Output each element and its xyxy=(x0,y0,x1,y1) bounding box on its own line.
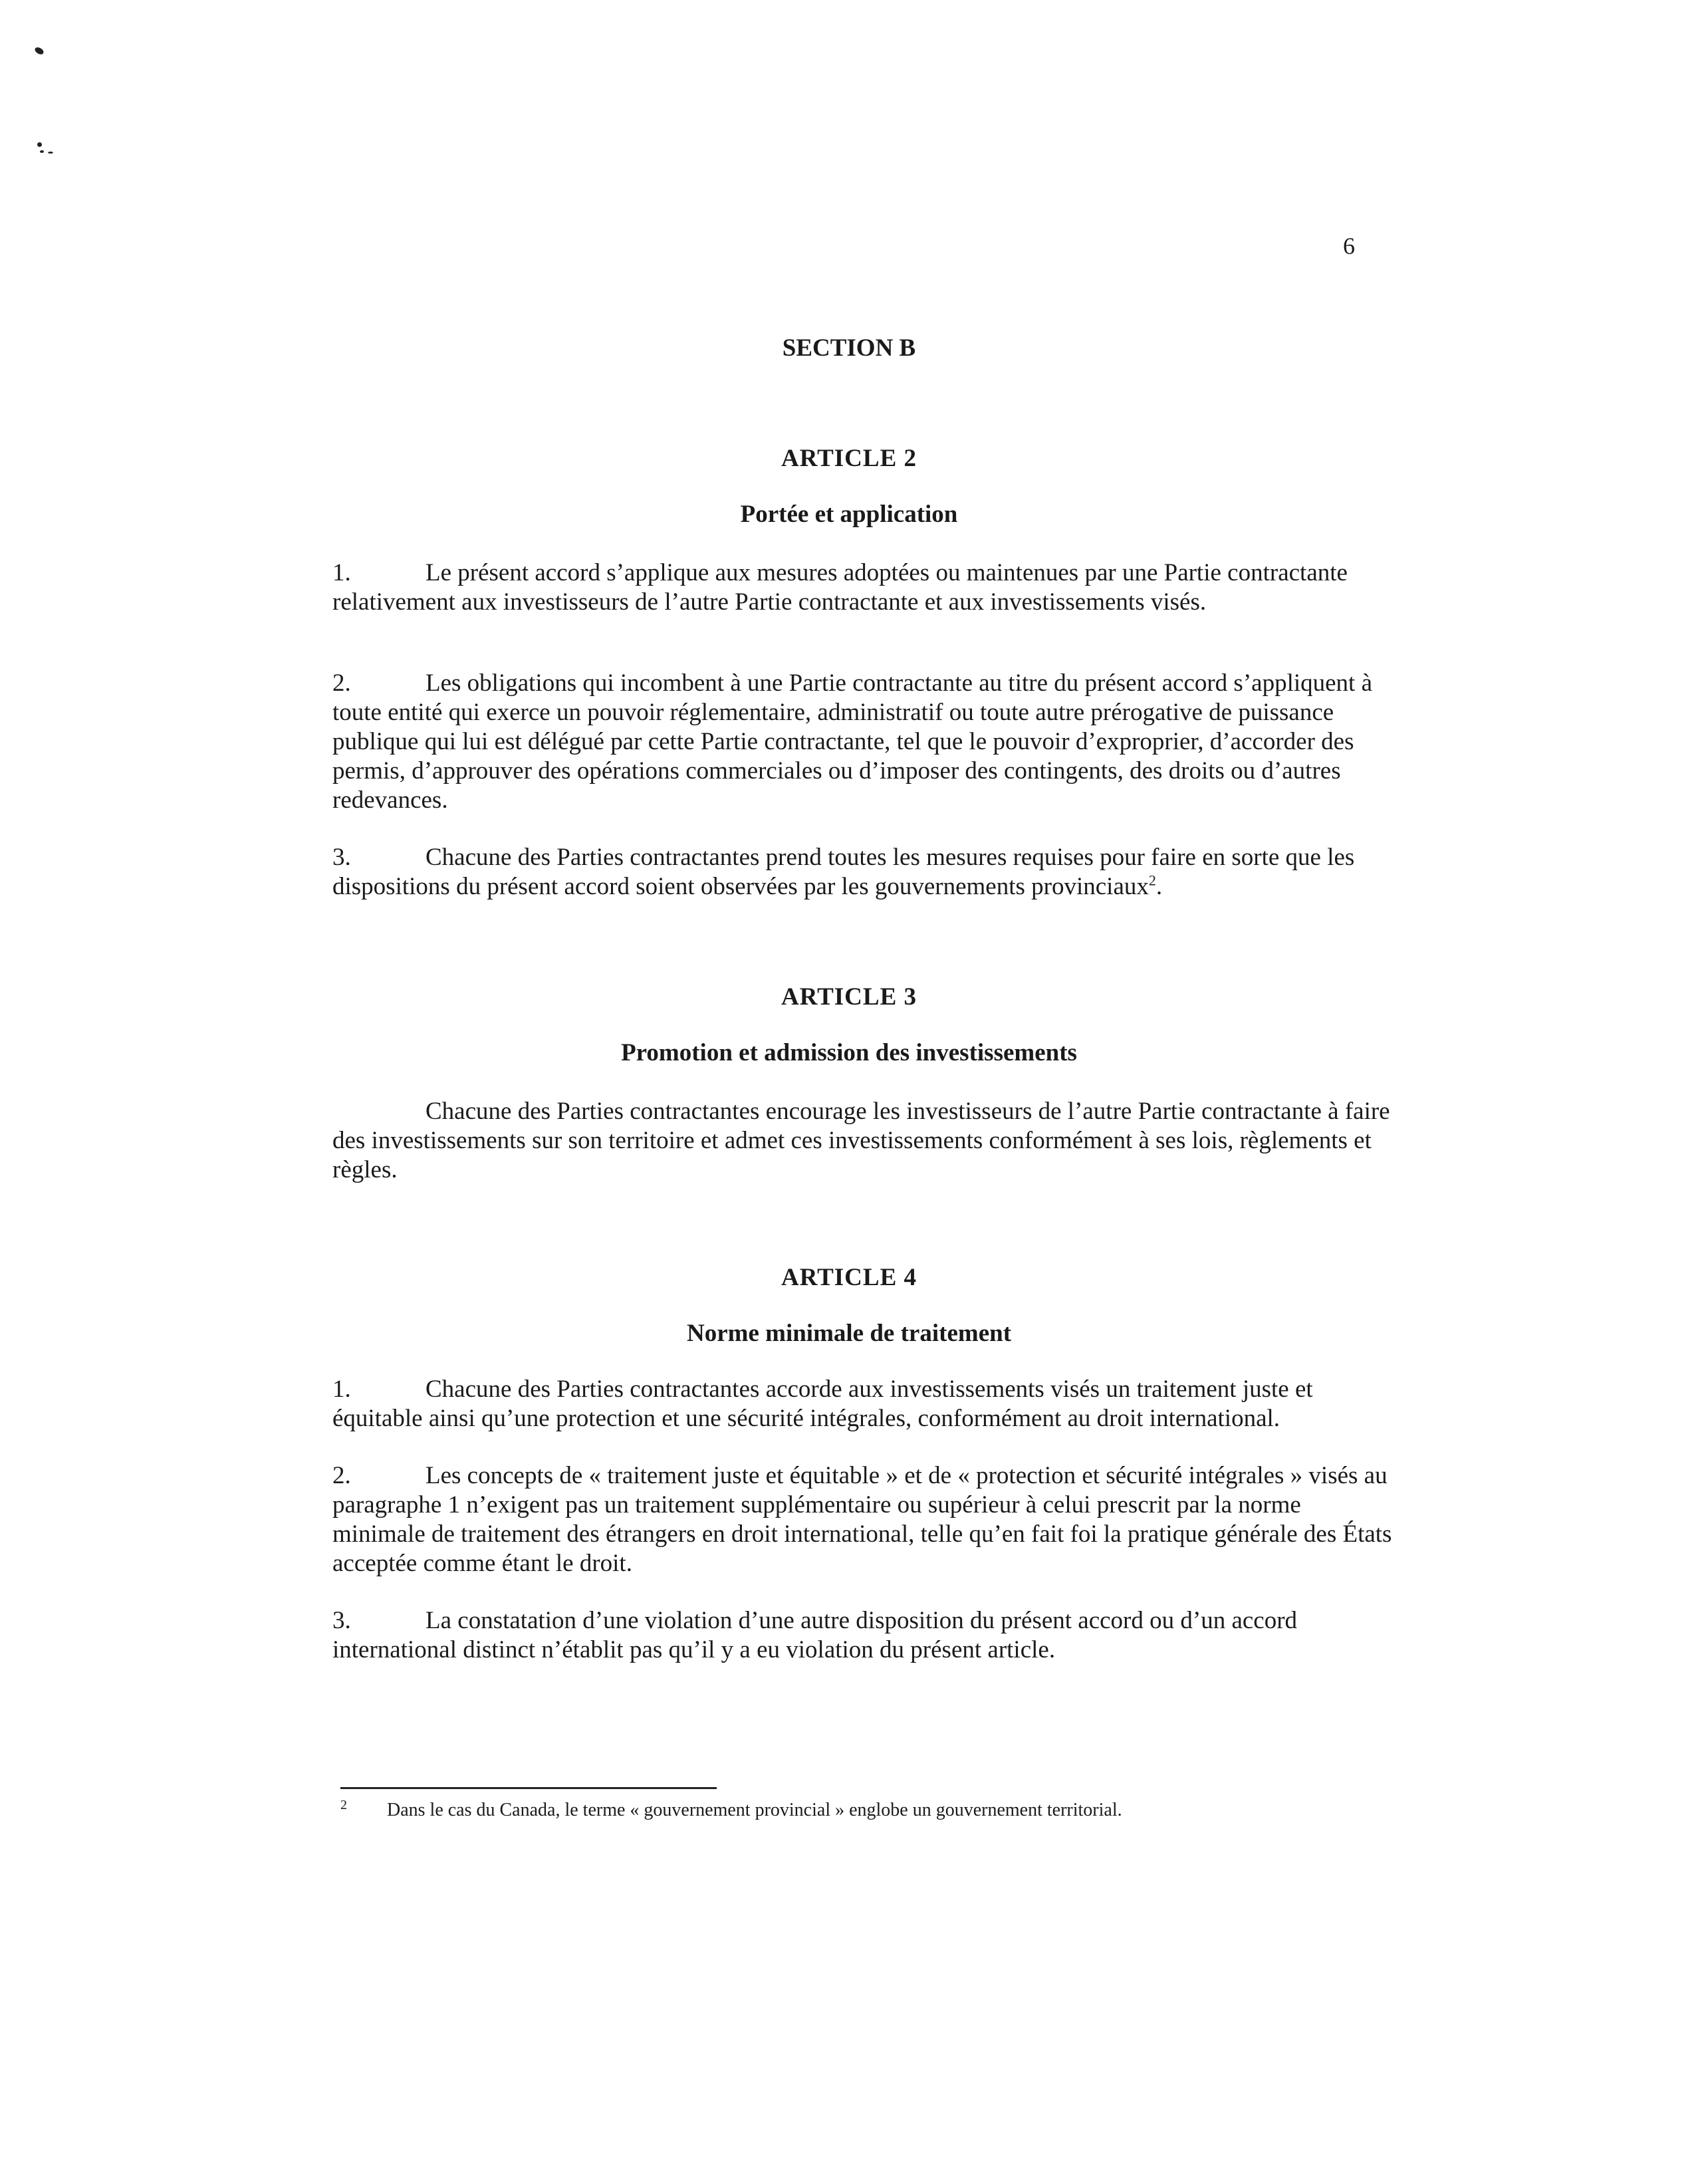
scan-speck xyxy=(37,142,42,147)
article-2-paragraph-1 xyxy=(332,558,1396,617)
footnote: 2 Dans le cas du Canada, le terme « gouvernement provincial » englobe un gouvernement territorial. xyxy=(340,1797,1122,1820)
scan-speck xyxy=(34,46,45,56)
page-number: 6 xyxy=(1343,233,1355,259)
footnote-separator xyxy=(340,1787,717,1789)
article-3-heading: ARTICLE 3 xyxy=(781,983,917,1011)
paragraph-text: La constatation d’une violation d’une autre disposition du présent accord ou d’un accord international distinct n’établit pas qu’il y a eu violation du présent article. xyxy=(332,1607,1298,1663)
article-2-subtitle: Portée et application xyxy=(740,501,958,528)
article-4-paragraph-1 xyxy=(332,1375,1396,1433)
paragraph-text: Les obligations qui incombent à une Partie contractante au titre du présent accord s’appliquent à toute entité qui exerce un pouvoir réglementaire, administratif ou toute autre prérogative de puissance publique qui lui est délégué par cette Partie contractante, tel que le pouvoir d’exproprier, d’accorder des permis, d’approuver des opérations commerciales ou d’imposer des contingents, des droits ou d’autres redevances. xyxy=(332,669,1373,814)
paragraph-text: Le présent accord s’applique aux mesures adoptées ou maintenues par une Partie contractante relativement aux investisseurs de l’autre Partie contractante et aux investissements visés. xyxy=(332,559,1348,616)
article-2-paragraph-2 xyxy=(332,669,1396,815)
article-2-heading: ARTICLE 2 xyxy=(781,445,917,472)
paragraph-text: Chacune des Parties contractantes accorde aux investissements visés un traitement juste et équitable ainsi qu’une protection et une sécurité intégrales, conformément au droit international. xyxy=(332,1376,1313,1432)
article-4-heading: ARTICLE 4 xyxy=(781,1264,917,1291)
paragraph-number: 1. xyxy=(332,1376,351,1403)
footnote-text: Dans le cas du Canada, le terme « gouvernement provincial » englobe un gouvernement territorial. xyxy=(387,1800,1122,1820)
paragraph-number: 3. xyxy=(332,1607,351,1634)
footnote-reference[interactable]: 2 xyxy=(1148,872,1156,889)
article-4-subtitle: Norme minimale de traitement xyxy=(686,1320,1012,1347)
paragraph-text: Chacune des Parties contractantes encourage les investisseurs de l’autre Partie contractante à faire des investissements sur son territoire et admet ces investissements conformément à ses lois, règlements et règles. xyxy=(332,1098,1390,1183)
scan-speck xyxy=(48,152,53,154)
paragraph-number: 1. xyxy=(332,559,351,586)
paragraph-tail: . xyxy=(1155,873,1163,900)
article-4-paragraph-3 xyxy=(332,1606,1396,1665)
paragraph-number: 2. xyxy=(332,1462,351,1489)
article-2-paragraph-3 xyxy=(332,843,1396,902)
section-title: SECTION B xyxy=(782,334,916,362)
article-3-subtitle: Promotion et admission des investissements xyxy=(621,1039,1077,1066)
article-3-paragraph xyxy=(332,1097,1396,1185)
paragraph-text: Les concepts de « traitement juste et équitable » et de « protection et sécurité intégrales » visés au paragraphe 1 n’exigent pas un traitement supplémentaire ou supérieur à celui prescrit par la norme minimale de traitement des étrangers en droit international, telle qu’en fait foi la pratique générale des États acceptée comme étant le droit. xyxy=(332,1462,1392,1577)
scan-speck xyxy=(40,150,44,153)
paragraph-number: 3. xyxy=(332,844,351,871)
article-4-paragraph-2 xyxy=(332,1461,1396,1578)
paragraph-text: Chacune des Parties contractantes prend toutes les mesures requises pour faire en sorte que les dispositions du présent accord soient observées par les gouvernements provinciaux xyxy=(332,844,1355,900)
paragraph-number: 2. xyxy=(332,669,351,697)
